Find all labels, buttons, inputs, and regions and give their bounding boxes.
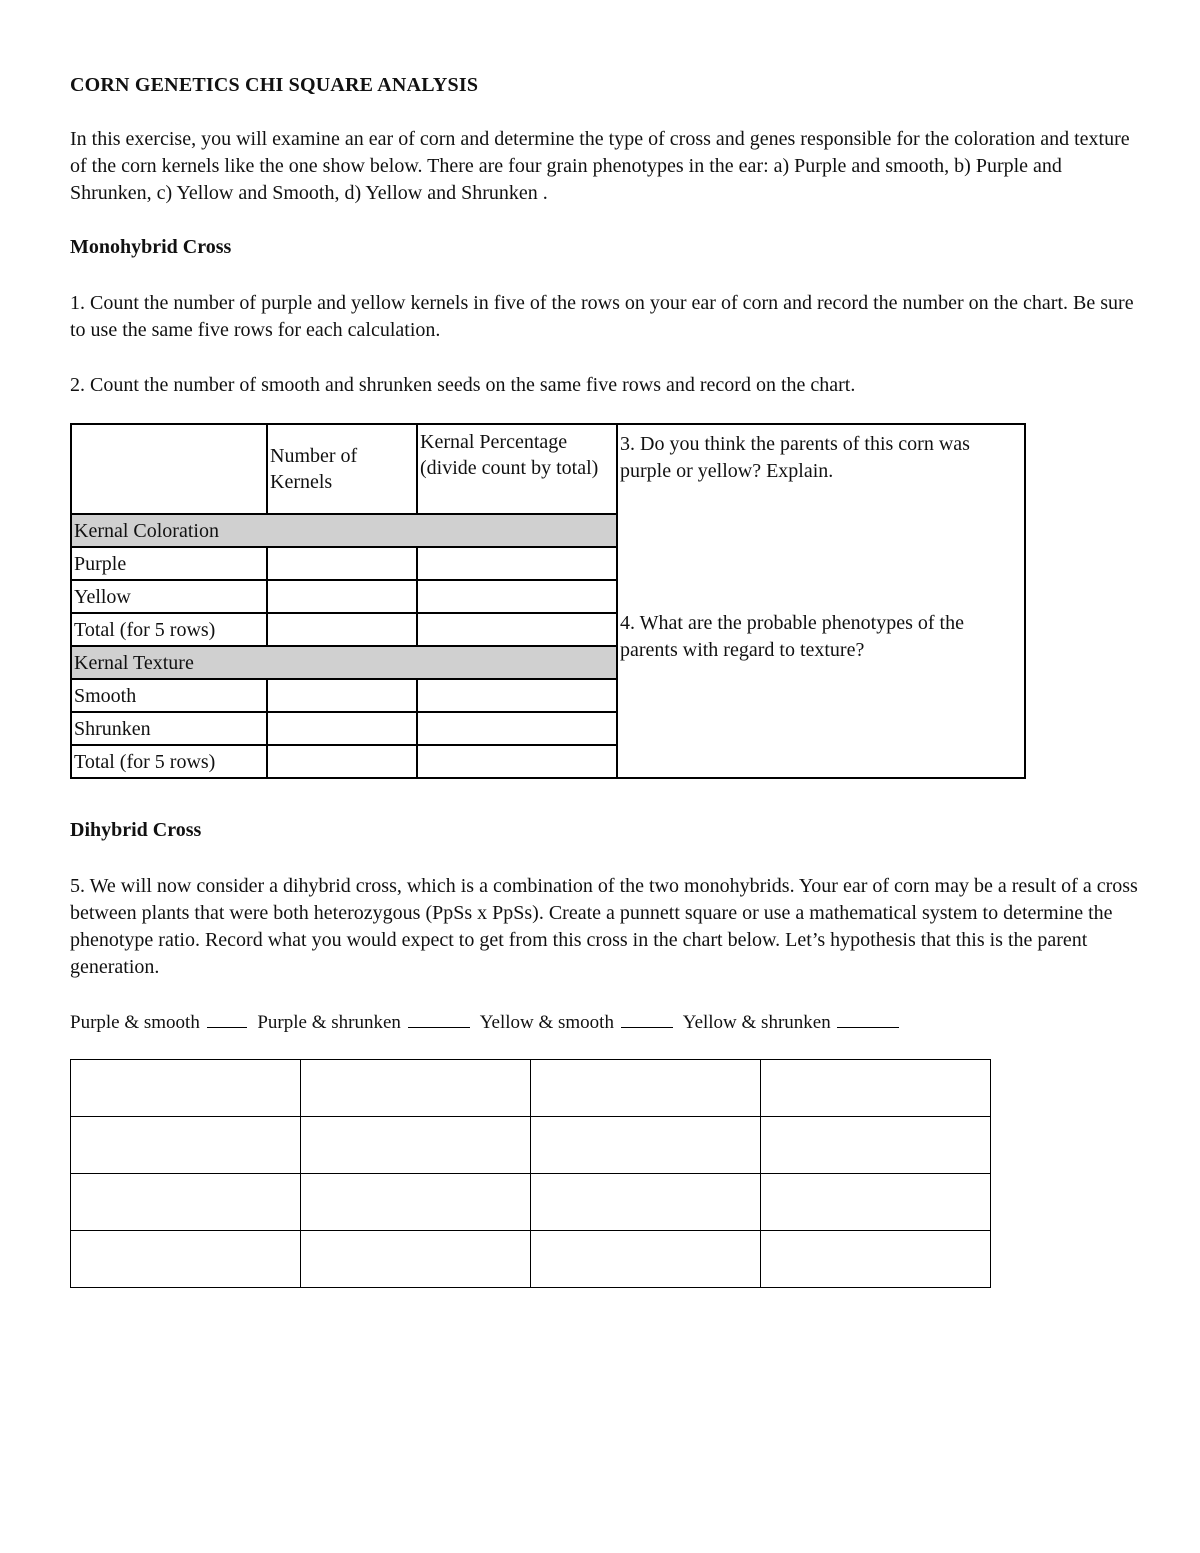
monohybrid-heading: Monohybrid Cross bbox=[70, 236, 232, 258]
cell-purple-percent[interactable] bbox=[417, 547, 617, 580]
cell-yellow-count[interactable] bbox=[267, 580, 417, 613]
row-label-total-texture: Total (for 5 rows) bbox=[71, 745, 267, 778]
chart-corner-cell bbox=[71, 424, 267, 514]
intro-paragraph: In this exercise, you will examine an ear of corn and determine the type of cross and genes responsible for the coloration and texture of the corn kernels like the one show below. There are four grain phenotypes in the ear: a) Purple and smooth, b) Purple and Shrunken, c) Yellow and Smooth, d) Yellow and Shrunken . bbox=[70, 128, 1130, 204]
ratio-label-yellow-shrunken: Yellow & shrunken bbox=[682, 1012, 831, 1033]
grid-cell[interactable] bbox=[301, 1117, 531, 1174]
cell-shrunken-count[interactable] bbox=[267, 712, 417, 745]
cell-purple-count[interactable] bbox=[267, 547, 417, 580]
grid-row bbox=[71, 1231, 991, 1288]
ratio-blank-purple-shrunken[interactable] bbox=[408, 1009, 470, 1028]
grid-cell[interactable] bbox=[761, 1174, 991, 1231]
question-4-cell bbox=[617, 612, 1025, 778]
cell-yellow-percent[interactable] bbox=[417, 580, 617, 613]
grid-cell[interactable] bbox=[71, 1060, 301, 1117]
grid-cell[interactable] bbox=[531, 1231, 761, 1288]
cell-smooth-percent[interactable] bbox=[417, 679, 617, 712]
step-5-text: 5. We will now consider a dihybrid cross, which is a combination of the two monohybrids. Your ear of corn may be a result of a cross between plants that were both heterozygous (PpSs x PpSs). Create a punnett square or use a mathematical system to determine the phenotype ratio. Record what you would expect to get from this cross in the chart below. Let’s hypothesis that this is the parent generation. bbox=[70, 875, 1138, 978]
row-label-purple: Purple bbox=[71, 547, 267, 580]
cell-shrunken-percent[interactable] bbox=[417, 712, 617, 745]
grid-cell[interactable] bbox=[71, 1174, 301, 1231]
ratio-label-purple-smooth: Purple & smooth bbox=[70, 1012, 200, 1033]
ratio-blank-purple-smooth[interactable] bbox=[207, 1009, 247, 1028]
question-4: 4. What are the probable phenotypes of the parents with regard to texture? bbox=[620, 612, 964, 661]
col-header-percent: Kernal Percentage (divide count by total) bbox=[417, 424, 617, 514]
grid-cell[interactable] bbox=[761, 1117, 991, 1174]
row-label-yellow: Yellow bbox=[71, 580, 267, 613]
phenotype-ratio-line bbox=[70, 1009, 905, 1034]
ratio-label-purple-shrunken: Purple & shrunken bbox=[257, 1012, 401, 1033]
punnett-square-grid bbox=[70, 1059, 991, 1288]
cell-total-texture-percent[interactable] bbox=[417, 745, 617, 778]
grid-cell[interactable] bbox=[761, 1060, 991, 1117]
page-title: CORN GENETICS CHI SQUARE ANALYSIS bbox=[70, 74, 479, 96]
cell-total-texture-count[interactable] bbox=[267, 745, 417, 778]
grid-cell[interactable] bbox=[71, 1117, 301, 1174]
grid-cell[interactable] bbox=[71, 1231, 301, 1288]
step-1-text: 1. Count the number of purple and yellow kernels in five of the rows on your ear of corn and record the number on the chart. Be sure to use the same five rows for each calculation. bbox=[70, 292, 1134, 341]
grid-cell[interactable] bbox=[301, 1174, 531, 1231]
col-header-count: Number of Kernels bbox=[267, 424, 417, 514]
grid-cell[interactable] bbox=[531, 1060, 761, 1117]
row-label-smooth: Smooth bbox=[71, 679, 267, 712]
cell-total-coloration-count[interactable] bbox=[267, 613, 417, 646]
monohybrid-chart bbox=[70, 423, 1026, 779]
step-2-text: 2. Count the number of smooth and shrunken seeds on the same five rows and record on the chart. bbox=[70, 374, 856, 396]
cell-total-coloration-percent[interactable] bbox=[417, 613, 617, 646]
cell-smooth-count[interactable] bbox=[267, 679, 417, 712]
grid-cell[interactable] bbox=[531, 1174, 761, 1231]
section-coloration: Kernal Coloration bbox=[71, 514, 617, 547]
row-label-total-coloration: Total (for 5 rows) bbox=[71, 613, 267, 646]
ratio-blank-yellow-smooth[interactable] bbox=[621, 1009, 673, 1028]
grid-cell[interactable] bbox=[761, 1231, 991, 1288]
section-texture: Kernal Texture bbox=[71, 646, 617, 679]
grid-cell[interactable] bbox=[301, 1231, 531, 1288]
grid-cell[interactable] bbox=[301, 1060, 531, 1117]
grid-cell[interactable] bbox=[531, 1117, 761, 1174]
row-label-shrunken: Shrunken bbox=[71, 712, 267, 745]
ratio-blank-yellow-shrunken[interactable] bbox=[837, 1009, 899, 1028]
question-3: 3. Do you think the parents of this corn was purple or yellow? Explain. bbox=[617, 424, 1025, 646]
ratio-label-yellow-smooth: Yellow & smooth bbox=[479, 1012, 614, 1033]
grid-row bbox=[71, 1174, 991, 1231]
grid-row bbox=[71, 1117, 991, 1174]
grid-row bbox=[71, 1060, 991, 1117]
dihybrid-heading: Dihybrid Cross bbox=[70, 819, 202, 841]
